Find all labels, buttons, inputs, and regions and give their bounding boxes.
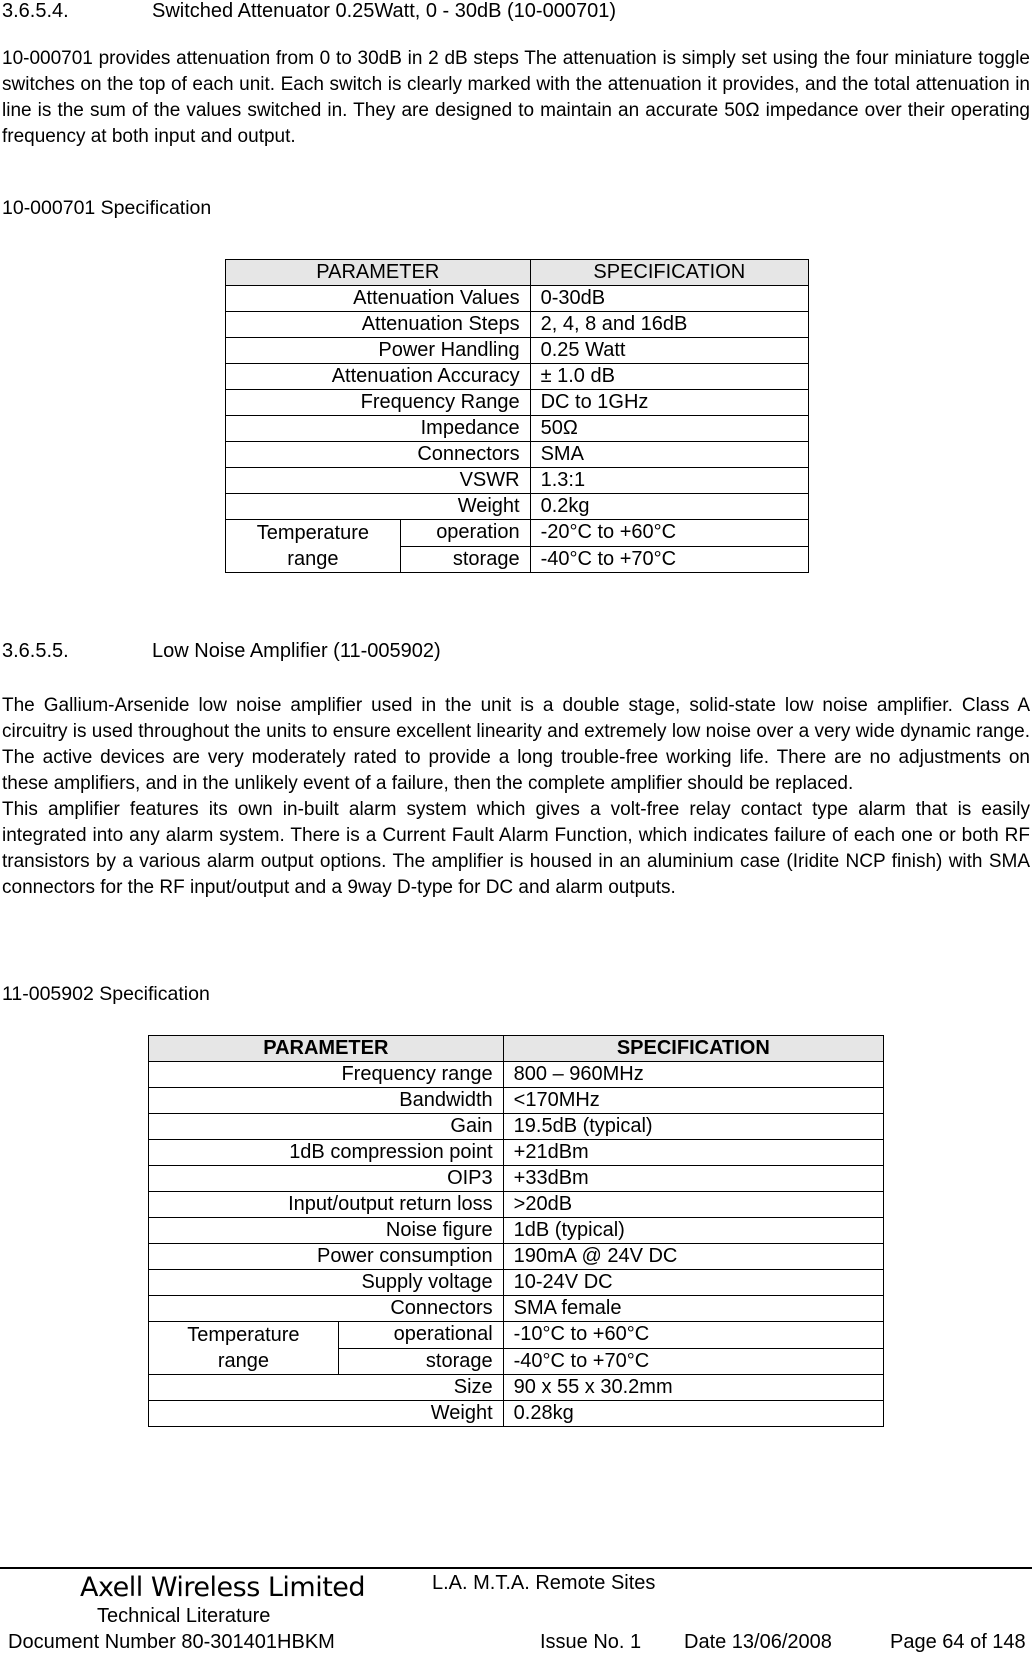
table-row	[226, 390, 809, 416]
param-cell: Connectors	[149, 1296, 504, 1322]
param-cell: storage	[338, 1348, 503, 1375]
param-cell: Attenuation Accuracy	[226, 364, 531, 390]
column-header-parameter: PARAMETER	[226, 260, 531, 286]
table-row	[149, 1375, 884, 1401]
param-cell: 1dB compression point	[149, 1140, 504, 1166]
spec-cell: -10°C to +60°C	[503, 1322, 883, 1349]
document-number: Document Number 80-301401HBKM	[8, 1631, 335, 1653]
table-row	[149, 1270, 884, 1296]
paragraph: 10-000701 provides attenuation from 0 to 30dB in 2 dB steps The attenuation is simply set using the four miniature toggle switches on the top of each unit. Each switch is clearly marked with the attenuation it provides, and the total attenuation in line is the sum of the values switched in. They are designed to maintain an accurate 50Ω impedance over their operating frequency at both input and output.	[2, 48, 1030, 147]
paragraph: The Gallium-Arsenide low noise amplifier used in the unit is a double stage, solid-state low noise amplifier. Class A circuitry is used throughout the units to ensure excellent linearity and extremely low noise over a very wide dynamic range. The active devices are very moderately rated to provide a long trouble-free working life. There are no adjustments on these amplifiers, and in the unlikely event of a failure, then the complete amplifier should be replaced.	[2, 695, 1030, 794]
spec-cell: -40°C to +70°C	[503, 1348, 883, 1375]
param-cell: Noise figure	[149, 1218, 504, 1244]
table-row	[226, 468, 809, 494]
company-name: Axell Wireless Limited	[80, 1572, 366, 1603]
spec-cell: <170MHz	[503, 1088, 883, 1114]
temperature-label: Temperature	[256, 522, 370, 544]
temperature-range-cell	[226, 520, 401, 573]
param-cell: storage	[400, 546, 530, 573]
table-row	[149, 1244, 884, 1270]
param-cell: OIP3	[149, 1166, 504, 1192]
section-title: Switched Attenuator 0.25Watt, 0 - 30dB (10-000701)	[152, 0, 616, 22]
table-row	[226, 520, 809, 547]
lna-spec-table	[148, 1035, 884, 1427]
table-header-row	[149, 1036, 884, 1062]
spec-cell: +21dBm	[503, 1140, 883, 1166]
param-cell: Connectors	[226, 442, 531, 468]
table-row	[226, 286, 809, 312]
table-row	[149, 1192, 884, 1218]
attenuator-description	[2, 46, 1030, 150]
spec-cell: SMA female	[503, 1296, 883, 1322]
param-cell: Attenuation Values	[226, 286, 531, 312]
param-cell: Attenuation Steps	[226, 312, 531, 338]
param-cell: Weight	[149, 1401, 504, 1427]
spec-cell: 1.3:1	[530, 468, 808, 494]
spec-cell: 10-24V DC	[503, 1270, 883, 1296]
section-title: Low Noise Amplifier (11-005902)	[152, 640, 441, 662]
table-row	[149, 1114, 884, 1140]
lna-description	[2, 693, 1030, 901]
table-row	[149, 1322, 884, 1349]
page-number: Page 64 of 148	[890, 1631, 1026, 1653]
param-cell: Power Handling	[226, 338, 531, 364]
param-cell: Weight	[226, 494, 531, 520]
table-row	[226, 312, 809, 338]
spec-cell: ± 1.0 dB	[530, 364, 808, 390]
param-cell: VSWR	[226, 468, 531, 494]
table-row	[149, 1218, 884, 1244]
section-heading-lna	[2, 640, 441, 663]
spec-cell: >20dB	[503, 1192, 883, 1218]
spec-cell: 0.2kg	[530, 494, 808, 520]
spec-caption: 11-005902 Specification	[2, 983, 210, 1005]
spec-cell: 800 – 960MHz	[503, 1062, 883, 1088]
spec-cell: 2, 4, 8 and 16dB	[530, 312, 808, 338]
spec-cell: 1dB (typical)	[503, 1218, 883, 1244]
column-header-specification: SPECIFICATION	[530, 260, 808, 286]
table-row	[226, 416, 809, 442]
paragraph: This amplifier features its own in-built alarm system which gives a volt-free relay contact type alarm that is easily integrated into any alarm system. There is a Current Fault Alarm Function, which indicates failure of each one or both RF transistors by a various alarm output options. The amplifier is housed in an aluminium case (Iridite NCP finish) with SMA connectors for the RF input/output and a 9way D-type for DC and alarm outputs.	[2, 799, 1030, 898]
footer-divider	[0, 1567, 1032, 1569]
footer-info	[8, 1631, 1026, 1654]
spec-cell: 50Ω	[530, 416, 808, 442]
spec-cell: 0.25 Watt	[530, 338, 808, 364]
attenuator-spec-table	[225, 259, 809, 573]
range-label: range	[217, 1350, 269, 1372]
param-cell: Bandwidth	[149, 1088, 504, 1114]
spec-cell: DC to 1GHz	[530, 390, 808, 416]
table-header-row	[226, 260, 809, 286]
spec-cell: 0-30dB	[530, 286, 808, 312]
section-heading-attenuator	[2, 0, 616, 23]
table-row	[149, 1296, 884, 1322]
table-row	[149, 1062, 884, 1088]
spec-cell: 90 x 55 x 30.2mm	[503, 1375, 883, 1401]
temperature-label: Temperature	[187, 1324, 300, 1346]
table-row	[149, 1088, 884, 1114]
spec-caption: 10-000701 Specification	[2, 197, 212, 219]
table-row	[226, 338, 809, 364]
spec-cell: 19.5dB (typical)	[503, 1114, 883, 1140]
table-row	[149, 1140, 884, 1166]
param-cell: Impedance	[226, 416, 531, 442]
table-row	[149, 1401, 884, 1427]
spec-cell: +33dBm	[503, 1166, 883, 1192]
param-cell: Supply voltage	[149, 1270, 504, 1296]
param-cell: Frequency Range	[226, 390, 531, 416]
param-cell: Gain	[149, 1114, 504, 1140]
param-cell: operational	[338, 1322, 503, 1349]
range-label: range	[287, 548, 339, 570]
param-cell: Input/output return loss	[149, 1192, 504, 1218]
section-number: 3.6.5.5.	[2, 640, 69, 662]
param-cell: Size	[149, 1375, 504, 1401]
spec-cell: SMA	[530, 442, 808, 468]
table-row	[226, 364, 809, 390]
table-row	[149, 1166, 884, 1192]
column-header-specification: SPECIFICATION	[503, 1036, 883, 1062]
spec-cell: -20°C to +60°C	[530, 520, 808, 547]
temperature-range-cell	[149, 1322, 339, 1375]
table-row	[226, 494, 809, 520]
document-title: L.A. M.T.A. Remote Sites	[432, 1572, 656, 1594]
param-cell: Frequency range	[149, 1062, 504, 1088]
spec-cell: 0.28kg	[503, 1401, 883, 1427]
spec-cell: -40°C to +70°C	[530, 546, 808, 573]
param-cell: Power consumption	[149, 1244, 504, 1270]
table-row	[226, 442, 809, 468]
column-header-parameter: PARAMETER	[149, 1036, 504, 1062]
param-cell: operation	[400, 520, 530, 547]
issue-number: Issue No. 1	[540, 1631, 642, 1653]
section-number: 3.6.5.4.	[2, 0, 69, 22]
issue-date: Date 13/06/2008	[684, 1631, 832, 1653]
spec-cell: 190mA @ 24V DC	[503, 1244, 883, 1270]
technical-literature-label: Technical Literature	[97, 1605, 271, 1627]
